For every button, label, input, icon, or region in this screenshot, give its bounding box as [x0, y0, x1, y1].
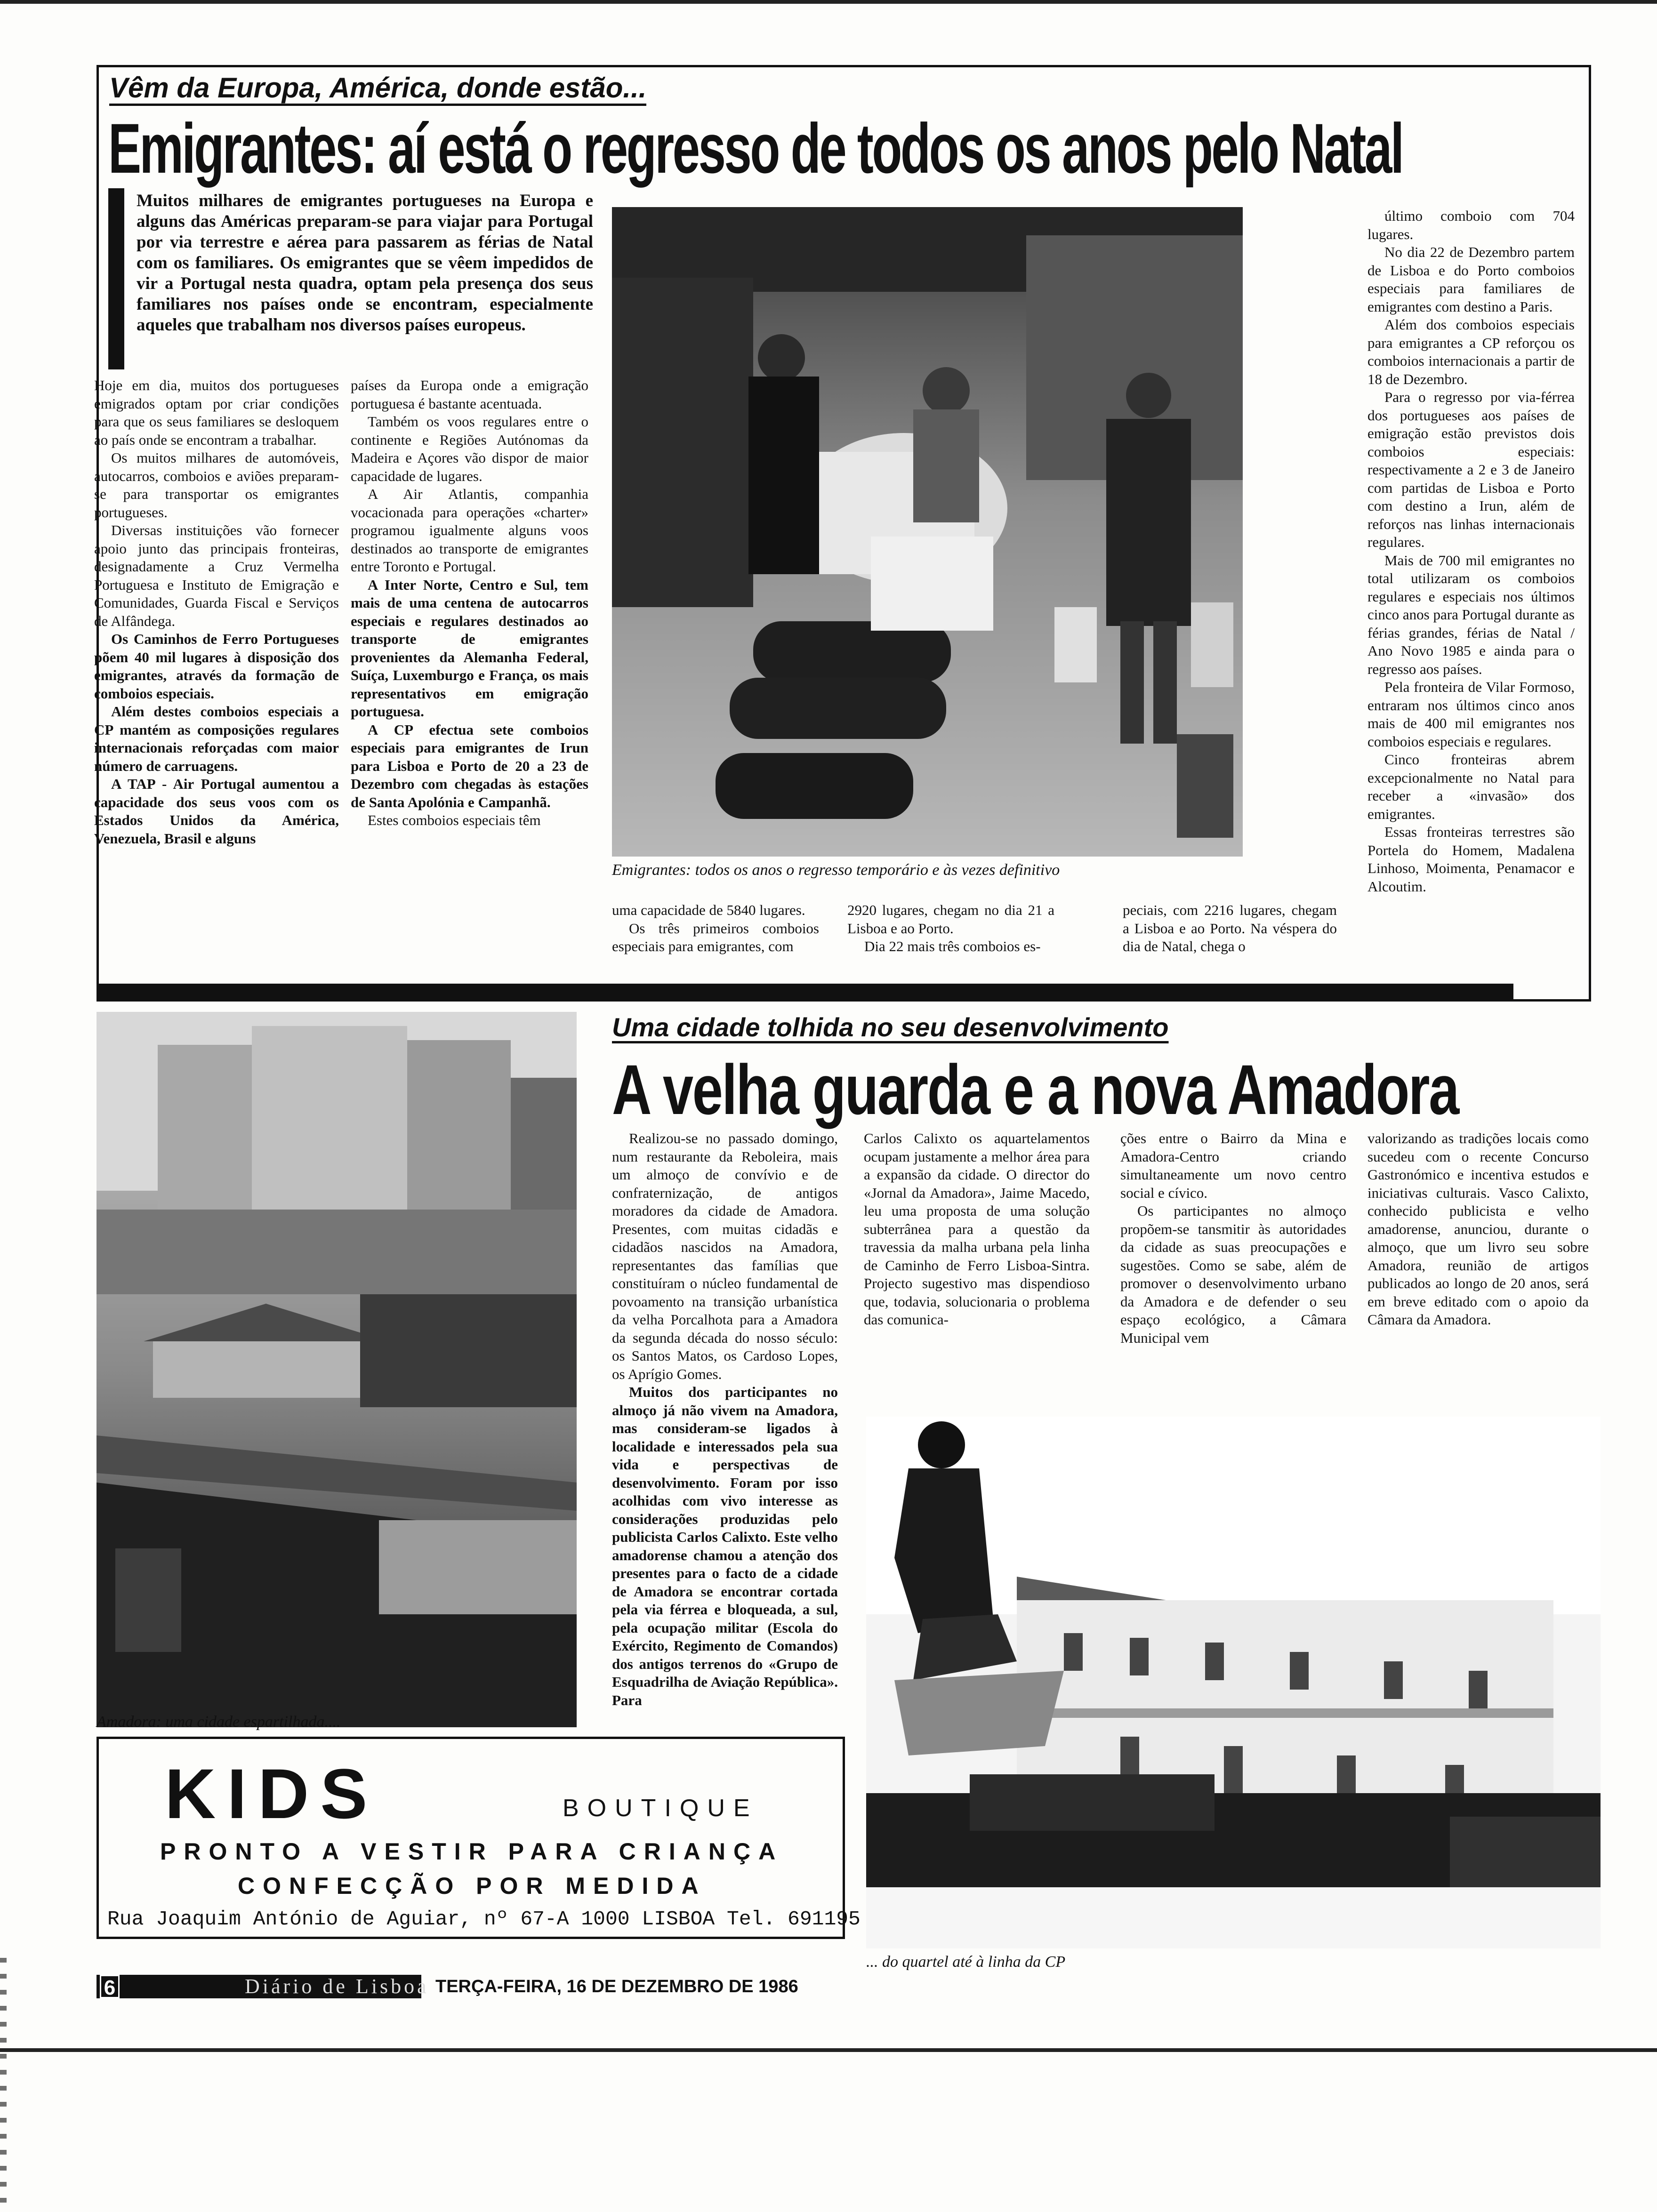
paragraph: Estes comboios especiais têm: [368, 812, 541, 828]
ad-address: Rua Joaquim António de Aguiar, nº 67-A 1000 LISBOA Tel. 691195: [107, 1907, 861, 1931]
story1-under-photo-col-3: [1123, 901, 1337, 956]
story2-column-4: [1367, 1130, 1589, 1329]
story2-headline: A velha guarda e a nova Amadora: [612, 1050, 1458, 1129]
paragraph: ções entre o Bairro da Mina e Amadora-Centro criando simultaneamente um novo centro social e cívico.: [1120, 1130, 1346, 1201]
masthead: Diário de Lisboa: [245, 1975, 429, 1998]
paragraph: Carlos Calixto os aquartelamentos ocupam justamente a melhor área para a expansão da cidade. O director do «Jornal da Amadora», Jaime Macedo, leu uma proposta de uma solução subterrânea para a questão da travessia da malha urbana pela linha de Caminho de Ferro Lisboa-Sintra. Projecto sugestivo mas dispendioso que, todavia, solucionaria o problema das comunica-: [864, 1130, 1090, 1328]
barracks-photo-caption: ... do quartel até à linha da CP: [866, 1953, 1066, 1971]
paragraph: Dia 22 mais três comboios es-: [864, 938, 1041, 954]
story1-under-photo-col-2: [847, 901, 1054, 956]
story1-column-right: [1367, 207, 1575, 896]
paragraph: Além destes comboios especiais a CP mantém as composições regulares internacionais reforçadas com maior número de carruagens.: [94, 703, 339, 774]
story1-lede: Muitos milhares de emigrantes portugueses na Europa e alguns das Américas preparam-se para viajar para Portugal por via terrestre e aérea para passarem as férias de Natal com os familiares. Os emigrantes que se vêem impedidos de vir a Portugal nesta quadra, optam pela presença dos seus familiares nos países onde se encontram, especialmente aqueles que trabalham nos diversos países europeus.: [137, 191, 593, 335]
story1-bottom-bar: [97, 984, 1513, 1002]
paragraph: países da Europa onde a emigração portuguesa é bastante acentuada.: [351, 377, 588, 412]
paragraph: 2920 lugares, chegam no dia 21 a Lisboa e ao Porto.: [847, 902, 1054, 937]
story1-kicker: Vêm da Europa, América, donde estão...: [109, 72, 646, 104]
ad-line-1: PRONTO A VESTIR PARA CRIANÇA: [160, 1838, 784, 1865]
paragraph: A Air Atlantis, companhia vocacionada para operações «charter» programou igualmente alguns voos destinados ao transporte de emigrantes entre Toronto e Portugal.: [351, 486, 588, 575]
paragraph: Para o regresso por via-férrea dos portugueses aos países de emigração estão previstos dois comboios especiais: respectivamente a 2 e 3 de Janeiro com partidas de Lisboa e Porto com destino a Irun, além de reforços nas linhas internacionais regulares.: [1367, 389, 1575, 550]
paragraph: peciais, com 2216 lugares, chegam a Lisboa e ao Porto. Na véspera do dia de Natal, chega o: [1123, 902, 1337, 954]
story2-column-3: [1120, 1130, 1346, 1347]
bottom-rule: [0, 2048, 1657, 2052]
paragraph: Muitos dos participantes no almoço já não vivem na Amadora, mas consideram-se ligados à localidade e interessados pela sua vida e perspectivas de desenvolvimento. Foram por isso acolhidas com vivo interesse as considerações produzidas pelo publicista Carlos Calixto. Este velho amadorense chamou a atenção dos presentes para o facto de a cidade de Amadora se encontrar cortada pela via férrea e bloqueada, a sul, pela ocupação militar (Escola do Exército, Regimento de Comandos) dos antigos terrenos do «Grupo de Esquadrilha de Aviação República». Para: [612, 1384, 838, 1708]
paragraph: Os muitos milhares de automóveis, autocarros, comboios e aviões preparam-se para transportar os emigrantes portugueses.: [94, 449, 339, 521]
scan-edge-artifact: [0, 1958, 7, 2212]
lede-marker: [108, 188, 124, 369]
paragraph: Diversas instituições vão fornecer apoio junto das principais fronteiras, designadamente a Cruz Vermelha Portuguesa e Instituto de Emigração e Comunidades, Guarda Fiscal e Serviços de Alfândega.: [94, 522, 339, 629]
emigrants-photo-caption: Emigrantes: todos os anos o regresso temporário e às vezes definitivo: [612, 861, 1060, 879]
ad-line-2: CONFECÇÃO POR MEDIDA: [238, 1873, 707, 1899]
paragraph: Cinco fronteiras abrem excepcionalmente no Natal para receber a «invasão» dos emigrantes.: [1367, 751, 1575, 822]
top-rule: [0, 0, 1657, 4]
emigrants-photo: [612, 207, 1243, 857]
paragraph: Os participantes no almoço propõem-se tansmitir às autoridades da cidade as suas preocupações e sugestões. Como se sabe, além de promover o desenvolvimento urbano da Amadora e de defender o seu espaço ecológico, a Câmara Municipal vem: [1120, 1202, 1346, 1346]
military-barracks-photo: [866, 1417, 1601, 1948]
paragraph: Os três primeiros comboios especiais para emigrantes, com: [612, 920, 819, 954]
paragraph: Os Caminhos de Ferro Portugueses põem 40 mil lugares à disposição dos emigrantes, através da formação de comboios especiais.: [94, 631, 339, 702]
paragraph: Essas fronteiras terrestres são Portela do Homem, Madalena Linhoso, Moimenta, Penamacor e Alcoutim.: [1367, 824, 1575, 895]
paragraph: Mais de 700 mil emigrantes no total utilizaram os comboios regulares e especiais nos últimos cinco anos para Portugal durante as férias grandes, férias de Natal / Ano Novo 1985 e ainda para o regresso aos países.: [1367, 552, 1575, 677]
paragraph: A TAP - Air Portugal aumentou a capacidade dos seus voos com os Estados Unidos da América, Venezuela, Brasil e alguns: [94, 776, 339, 847]
paragraph: Além dos comboios especiais para emigrantes a CP reforçou os comboios internacionais a partir de 18 de Dezembro.: [1367, 316, 1575, 387]
amadora-photo-caption: Amadora: uma cidade espartilhada....: [97, 1713, 341, 1731]
ad-brand: KIDS: [165, 1754, 379, 1833]
story1-column-1: [94, 377, 339, 848]
paragraph: último comboio com 704 lugares.: [1367, 208, 1575, 242]
paragraph: uma capacidade de 5840 lugares.: [612, 902, 805, 918]
story1-under-photo-col-1: [612, 901, 819, 956]
paragraph: A CP efectua sete comboios especiais para emigrantes de Irun para Lisboa e Porto de 20 a 23 de Dezembro com chegadas às estações de Santa Apolónia e Campanhã.: [351, 721, 588, 810]
paragraph: Também os voos regulares entre o continente e Regiões Autónomas da Madeira e Açores vão dispor de maior capacidade de lugares.: [351, 413, 588, 484]
paragraph: No dia 22 de Dezembro partem de Lisboa e do Porto comboios especiais para familiares de emigrantes com destino a Paris.: [1367, 244, 1575, 315]
story2-column-1: [612, 1130, 838, 1709]
story2-column-2: [864, 1130, 1090, 1329]
ad-type: BOUTIQUE: [563, 1795, 758, 1822]
paragraph: Pela fronteira de Vilar Formoso, entraram nos últimos cinco anos mais de 400 mil emigrantes nos comboios especiais e regulares.: [1367, 679, 1575, 750]
story1-column-2: [351, 377, 588, 830]
paragraph: Hoje em dia, muitos dos portugueses emigrados optam por criar condições para que os seus familiares se desloquem ao país onde se encontram a trabalhar.: [94, 377, 339, 448]
story1-headline: Emigrantes: aí está o regresso de todos os anos pelo Natal: [108, 109, 1403, 188]
story2-kicker: Uma cidade tolhida no seu desenvolvimento: [612, 1012, 1169, 1042]
footer-date: TERÇA-FEIRA, 16 DE DEZEMBRO DE 1986: [435, 1977, 798, 1996]
paragraph: valorizando as tradições locais como sucedeu com o recente Concurso Gastronómico e incentiva estudos e iniciativas culturais. Vasco Calixto, conhecido publicista e velho amadorense, anunciou, durante o almoço, que um livro seu sobre Amadora, reunião de artigos publicados ao longo de 20 anos, será em breve editado com o apoio da Câmara da Amadora.: [1367, 1130, 1589, 1328]
page-number: 6: [100, 1975, 120, 1998]
amadora-aerial-photo: [97, 1012, 577, 1727]
paragraph: Realizou-se no passado domingo, num restaurante da Reboleira, mais um almoço de convívio e de confraternização, de antigos moradores da cidade de Amadora. Presentes, com muitas cidadãs e cidadãos nascidos na Amadora, representantes das famílias que constituíram o núcleo fundamental de povoamento na transição urbanística da velha Porcalhota para a Amadora da segunda década do nosso século: os Santos Matos, os Cardoso Lopes, os Aprígio Gomes.: [612, 1130, 838, 1382]
paragraph: A Inter Norte, Centro e Sul, tem mais de uma centena de autocarros especiais e regulares destinados ao transporte de emigrantes provenientes da Alemanha Federal, Suíça, Luxemburgo e França, os mais representativos em emigração portuguesa.: [351, 576, 588, 720]
